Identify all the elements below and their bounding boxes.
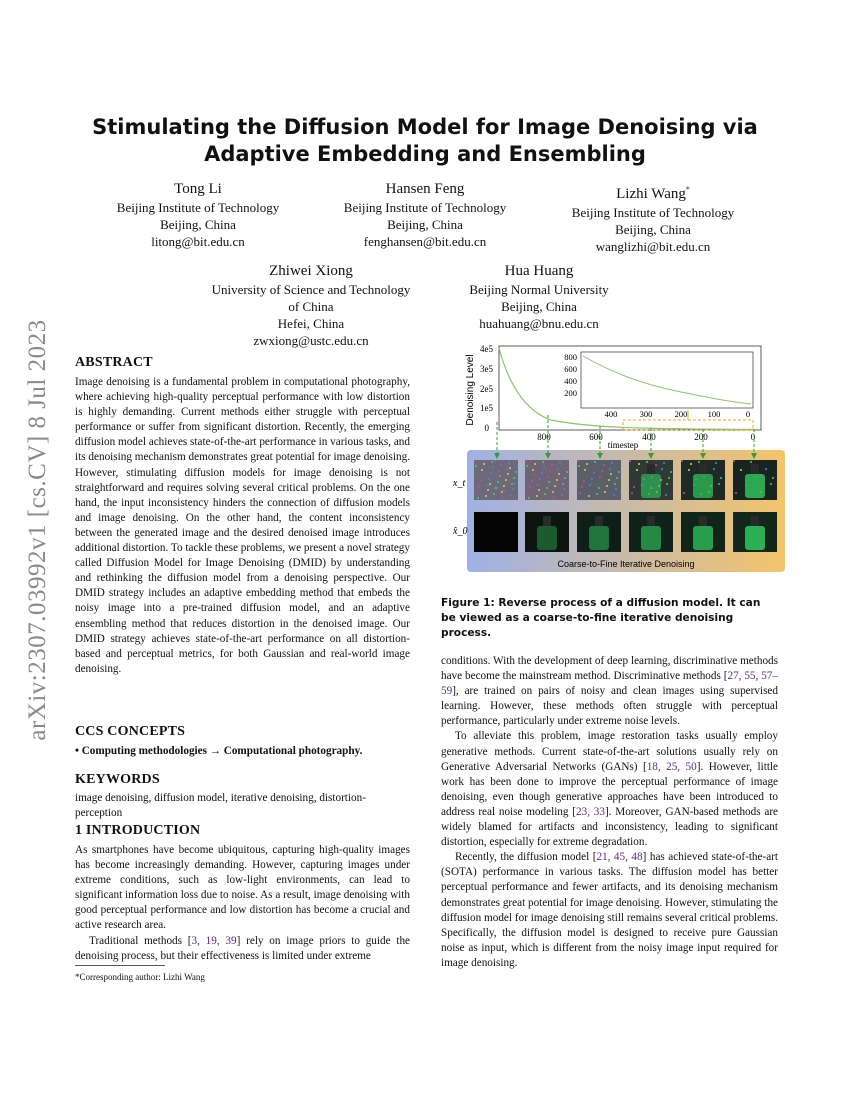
bottle-neck (751, 516, 759, 526)
inset-x-tick-label: 0 (745, 409, 751, 419)
noise-speckle (594, 461, 596, 463)
noise-speckle (589, 484, 591, 486)
bottle-neck (647, 464, 655, 474)
author-name: Hansen Feng (385, 181, 465, 197)
noise-speckle (735, 492, 737, 494)
author-email[interactable]: huahuang@bnu.edu.cn (479, 316, 599, 331)
noise-speckle (584, 469, 586, 471)
noise-speckle (661, 468, 663, 470)
author-block (553, 180, 753, 255)
noise-speckle (599, 476, 601, 478)
noise-speckle (486, 484, 488, 486)
introduction-continued (441, 654, 778, 971)
text-run: Recently, the diffusion model [ (455, 851, 597, 864)
noise-speckle (591, 478, 593, 480)
noise-speckle (496, 476, 498, 478)
abstract-section (75, 355, 410, 677)
noise-speckle (688, 469, 690, 471)
author-affiliation: Beijing Institute of Technology (571, 205, 735, 220)
noise-speckle (583, 480, 585, 482)
noise-speckle (532, 469, 534, 471)
noise-speckle (500, 464, 502, 466)
noise-speckle (508, 462, 510, 464)
citation-link[interactable]: 3, 19, 39 (191, 934, 237, 947)
noise-speckle (536, 495, 538, 497)
author-location: Beijing, China (501, 299, 577, 314)
citation-link[interactable]: 18, 25, 50 (646, 760, 697, 773)
intro-paragraph-1: As smartphones have become ubiquitous, capturing high-quality images has become increasingly demanding. However, capturing images under extreme conditions, such as low-light environments, can lead to significant information loss due to noise. As a result, image denoising with good perceptual performance and low distortion has become a crucial and active research area. (75, 844, 410, 932)
noise-speckle (596, 493, 598, 495)
author-name: Hua Huang (504, 263, 574, 279)
noise-speckle (613, 494, 615, 496)
noise-speckle (554, 485, 556, 487)
noise-speckle (514, 482, 516, 484)
noise-speckle (615, 488, 617, 490)
ccs-heading: CCS CONCEPTS (75, 724, 186, 739)
noise-speckle (491, 461, 493, 463)
noise-speckle (558, 473, 560, 475)
keywords-heading: KEYWORDS (75, 772, 160, 787)
noise-speckle (715, 462, 717, 464)
noise-speckle (541, 472, 543, 474)
bottle-neck (595, 516, 603, 526)
noise-speckle (631, 492, 633, 494)
noise-speckle (533, 474, 535, 476)
noise-speckle (495, 487, 497, 489)
noise-speckle (593, 472, 595, 474)
noise-speckle (750, 461, 752, 463)
noise-speckle (665, 494, 667, 496)
author-name: Tong Li (174, 181, 222, 197)
text-run: ] rely on image priors to guide the denoising process, but their effectiveness is limited under extreme (75, 934, 411, 962)
abstract-text: Image denoising is a fundamental problem in computational photography, where achieving high-quality perceptual performance with low distortion is highly demanding. Current methods either struggle with perceptual performance or suffer from significant distortion. Recently, the emerging diffusion model achieves state-of-the-art performance in various tasks, and its denoising mechanism demonstrates great potential for image denoising. However, stimulating diffusion models for image denoising is not straightforward and requires solving several critical problems. On the one hand, the input inconsistency hinders the connection of diffusion models and image denoising. On the other hand, the content inconsistency between the generated image and the desired denoised image introduces additional distortion. To tackle these problems, we present a novel strategy called Diffusion Model for Image Denoising (DMID) by understanding and rethinking the diffusion model from a denoising perspective. Our DMID strategy includes an adaptive embedding method that embeds the noisy image into a pre-trained diffusion model, and an adaptive ensembling method that reduces distortion in the denoised image. Our DMID strategy achieves state-of-the-art performance on all distortion-based and perceptual metrics, for both Gaussian and real-world image denoising. (75, 376, 410, 675)
text-run: ]. Moreover, GAN-based methods are widely blamed for artifacts and inconsistency, leading to significant distortion, especially for extreme degradation. (441, 805, 779, 849)
noise-speckle (603, 464, 605, 466)
corresponding-mark: * (685, 185, 690, 194)
noise-speckle (494, 460, 496, 462)
noise-speckle (511, 483, 513, 485)
noise-speckle (553, 496, 555, 498)
author-block (98, 180, 298, 250)
noise-speckle (772, 477, 774, 479)
noise-speckle (668, 477, 670, 479)
noise-speckle (549, 470, 551, 472)
author-name: Zhiwei Xiong (269, 263, 353, 279)
citation-link[interactable]: 21, 45, 48 (596, 851, 643, 864)
noise-speckle (604, 491, 606, 493)
noise-speckle (670, 471, 672, 473)
x-tick-label: 200 (694, 432, 708, 442)
author-name-text: Lizhi Wang (616, 186, 686, 202)
noise-speckle (478, 486, 480, 488)
author-block (196, 262, 426, 349)
noise-speckle (551, 464, 553, 466)
paper-title (90, 114, 760, 168)
author-email[interactable]: zwxiong@ustc.edu.cn (253, 333, 369, 348)
ccs-text: • Computing methodologies → Computational photography. (75, 745, 363, 757)
inset-y-tick-label: 200 (564, 388, 577, 398)
arxiv-id: arXiv:2307.03992v1 [cs.CV] 8 Jul 2023 (24, 319, 51, 741)
noise-speckle (633, 486, 635, 488)
bottle-shape (589, 526, 609, 550)
noise-speckle (531, 480, 533, 482)
noise-speckle (507, 473, 509, 475)
intro-paragraph-2 (75, 934, 410, 964)
author-location: Beijing, China (160, 217, 236, 232)
inset-y-tick-label: 400 (564, 376, 577, 386)
noise-speckle (483, 463, 485, 465)
noise-speckle (578, 465, 580, 467)
y-tick-label: 4e5 (480, 344, 493, 354)
figure-svg (441, 338, 786, 578)
inset-y-tick-label: 800 (564, 352, 577, 362)
bottle-shape (641, 474, 661, 498)
y-tick-label: 0 (484, 423, 489, 433)
citation-link[interactable]: 27, 55, 57–59 (441, 670, 778, 698)
author-location: Beijing, China (387, 217, 463, 232)
inset-x-tick-label: 300 (639, 409, 653, 419)
author-location: Hefei, China (277, 316, 345, 331)
noise-speckle (770, 483, 772, 485)
noise-speckle (720, 477, 722, 479)
noise-speckle (544, 493, 546, 495)
noise-speckle (476, 492, 478, 494)
noise-speckle (616, 477, 618, 479)
noise-speckle (488, 478, 490, 480)
author-location: Beijing, China (615, 222, 691, 237)
intro-heading: 1 INTRODUCTION (75, 823, 201, 838)
noise-speckle (681, 460, 683, 462)
noise-speckle (577, 460, 579, 462)
noise-speckle (487, 489, 489, 491)
inset-y-tick-label: 600 (564, 364, 577, 374)
noise-speckle (690, 463, 692, 465)
noise-speckle (548, 481, 550, 483)
noise-speckle (509, 467, 511, 469)
author-affiliation: Beijing Institute of Technology (343, 200, 507, 215)
noise-speckle (698, 461, 700, 463)
author-email[interactable]: fenghansen@bit.edu.cn (363, 234, 487, 249)
noise-speckle (538, 489, 540, 491)
author-block (439, 262, 639, 332)
bottle-neck (751, 464, 759, 474)
author-affiliation-cont: of China (288, 299, 334, 314)
noise-speckle (502, 496, 504, 498)
noise-speckle (489, 483, 491, 485)
bottle-neck (647, 516, 655, 526)
noise-speckle (765, 468, 767, 470)
text-run: conditions. With the development of deep learning, discriminative methods have become the mainstream method. Discriminative methods [ (441, 655, 778, 683)
noise-speckle (498, 470, 500, 472)
text-run: ], are trained on pairs of noisy and clean images using supervised learning. However, these methods often struggle with perceptual performance, particularly under extreme noise levels. (441, 685, 778, 728)
noise-speckle (566, 471, 568, 473)
keywords-text: image denoising, diffusion model, iterative denoising, distortion-perception (75, 792, 366, 820)
citation-link[interactable]: 23, 33 (576, 805, 605, 818)
noise-speckle (655, 464, 657, 466)
intro-paragraph-5 (441, 850, 778, 971)
noise-speckle (534, 463, 536, 465)
introduction-section (75, 823, 410, 964)
noise-speckle (588, 495, 590, 497)
noise-speckle (564, 477, 566, 479)
noise-speckle (610, 473, 612, 475)
noise-speckle (606, 485, 608, 487)
inset-frame (581, 352, 753, 408)
noise-speckle (636, 469, 638, 471)
bottle-shape (641, 526, 661, 550)
y-axis-label: Denoising Level (465, 354, 476, 426)
bottle-shape (693, 526, 713, 550)
noise-speckle (579, 492, 581, 494)
noise-speckle (618, 471, 620, 473)
y-tick-label: 3e5 (480, 364, 493, 374)
noise-speckle (512, 488, 514, 490)
noise-speckle (525, 460, 527, 462)
x-tick-label: 800 (537, 432, 551, 442)
noise-speckle (629, 460, 631, 462)
noise-speckle (713, 468, 715, 470)
noise-speckle (718, 483, 720, 485)
footnote: *Corresponding author: Lizhi Wang (75, 972, 205, 982)
noise-speckle (539, 478, 541, 480)
figure-1 (441, 338, 786, 578)
x-tick-label: 600 (589, 432, 603, 442)
noise-speckle (546, 487, 548, 489)
noise-speckle (598, 487, 600, 489)
bottle-shape (537, 526, 557, 550)
noise-speckle (490, 472, 492, 474)
noise-speckle (557, 468, 559, 470)
author-affiliation: Beijing Normal University (469, 282, 609, 297)
noise-speckle (501, 491, 503, 493)
text-run: To alleviate this problem, image restoration tasks usually employ generative methods. Current state-of-the-art solutions usually rely on Generative Adversarial Networks (GANs) [ (441, 730, 778, 773)
row-label-xt: x_t (453, 478, 466, 489)
noise-speckle (497, 481, 499, 483)
abstract-heading: ABSTRACT (75, 355, 153, 370)
bottle-neck (543, 516, 551, 526)
noise-speckle (663, 462, 665, 464)
y-tick-label: 1e5 (480, 403, 493, 413)
x-axis-label: timestep (607, 440, 639, 450)
noise-speckle (646, 461, 648, 463)
x-tick-label: 400 (642, 432, 656, 442)
noise-speckle (493, 493, 495, 495)
noise-speckle (537, 484, 539, 486)
author-block (325, 180, 525, 250)
intro-paragraph-4 (441, 729, 778, 850)
estimate-image-thumbnail (474, 512, 518, 552)
author-email[interactable]: litong@bit.edu.cn (151, 234, 245, 249)
noise-speckle (480, 480, 482, 482)
author-email[interactable]: wanglizhi@bit.edu.cn (595, 239, 711, 254)
noise-speckle (614, 483, 616, 485)
noise-speckle (485, 495, 487, 497)
title-line-2: Adaptive Embedding and Ensembling (204, 142, 646, 166)
noise-speckle (503, 485, 505, 487)
bottle-shape (693, 474, 713, 498)
noise-speckle (563, 488, 565, 490)
noise-speckle (506, 468, 508, 470)
bottle-neck (699, 464, 707, 474)
noise-speckle (547, 476, 549, 478)
inset-x-tick-label: 100 (707, 409, 721, 419)
noise-speckle (740, 469, 742, 471)
noise-speckle (527, 492, 529, 494)
figure-banner: Coarse-to-Fine Iterative Denoising (557, 559, 695, 569)
intro-paragraph-3 (441, 654, 778, 729)
noise-speckle (474, 460, 476, 462)
noise-speckle (733, 460, 735, 462)
figure-caption: Figure 1: Reverse process of a diffusion model. It can be viewed as a coarse-to-fine iterative denoising process. (441, 597, 761, 639)
keywords-section (75, 772, 410, 821)
noise-speckle (552, 491, 554, 493)
arxiv-stamp (8, 290, 68, 770)
noise-speckle (666, 483, 668, 485)
noise-speckle (559, 462, 561, 464)
inset-x-tick-label: 200 (674, 409, 688, 419)
author-name (553, 180, 753, 204)
noise-speckle (556, 479, 558, 481)
noise-speckle (526, 465, 528, 467)
noise-speckle (505, 479, 507, 481)
text-run: ] has achieved state-of-the-art (SOTA) performance in various tasks. The diffusion model has better perceptual performance and fewer artifacts, and its denoising mechanism demonstrates great potential for image denoising. However, stimulating the diffusion model for image denoising still remains several critical problems. Specifically, the diffusion model is designed to receive pure Gaussian noise as input, which is different from the noisy image input required for image denoising. (441, 851, 779, 969)
noise-speckle (482, 474, 484, 476)
noise-speckle (609, 468, 611, 470)
bottle-neck (699, 516, 707, 526)
noise-speckle (528, 497, 530, 499)
noise-speckle (562, 483, 564, 485)
noise-speckle (611, 462, 613, 464)
noise-speckle (542, 461, 544, 463)
noise-speckle (529, 486, 531, 488)
noise-speckle (638, 463, 640, 465)
footnote-rule (75, 965, 165, 966)
noise-speckle (492, 466, 494, 468)
text-run: Traditional methods [ (89, 934, 192, 947)
noise-speckle (504, 490, 506, 492)
title-line-1: Stimulating the Diffusion Model for Image Denoising via (92, 115, 758, 139)
noise-speckle (515, 471, 517, 473)
noise-speckle (683, 492, 685, 494)
noise-speckle (499, 475, 501, 477)
ccs-section (75, 724, 410, 759)
inset-x-tick-label: 400 (604, 409, 618, 419)
text-run: ]. However, little work has been done to improve the perceptual performance of image denoising, even though generative approaches have been introduced to address real noise modeling [ (441, 760, 779, 818)
noise-speckle (608, 479, 610, 481)
noise-speckle (586, 463, 588, 465)
author-affiliation: Beijing Institute of Technology (116, 200, 280, 215)
noise-speckle (477, 497, 479, 499)
noise-speckle (543, 466, 545, 468)
y-tick-label: 2e5 (480, 384, 493, 394)
noise-speckle (581, 486, 583, 488)
author-affiliation: University of Science and Technology (211, 282, 411, 297)
noise-speckle (475, 465, 477, 467)
x-tick-label: 0 (750, 432, 756, 442)
noise-speckle (601, 470, 603, 472)
bottle-shape (745, 526, 765, 550)
noise-speckle (510, 494, 512, 496)
row-label-x0: x̂_0 (453, 526, 468, 537)
noise-speckle (513, 477, 515, 479)
noise-speckle (481, 469, 483, 471)
bottle-shape (745, 474, 765, 498)
noise-speckle (561, 494, 563, 496)
